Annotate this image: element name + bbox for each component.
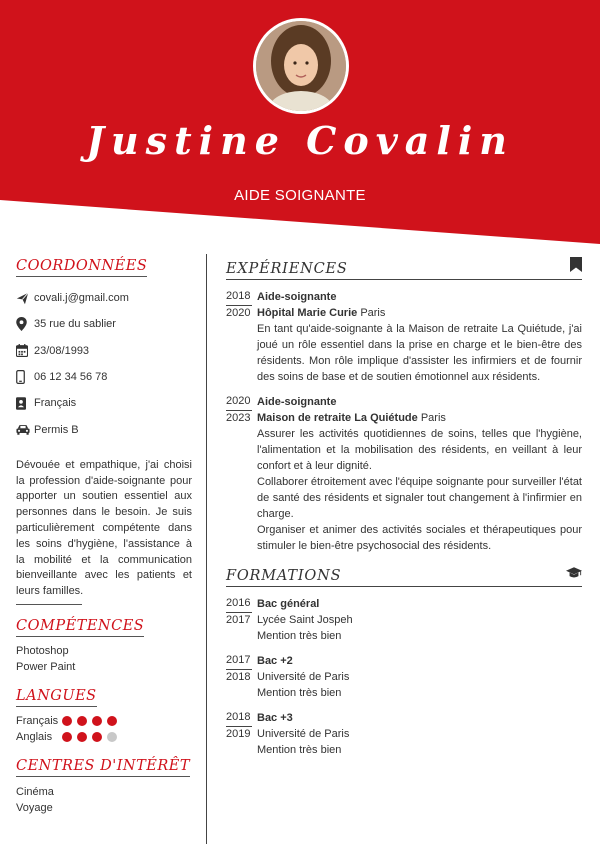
summary-divider [16, 604, 82, 605]
interests-heading: CENTRES D'INTÉRÊT [16, 758, 190, 777]
column-divider [206, 254, 207, 844]
education-body [257, 710, 582, 758]
degree-name: Bac général [257, 598, 320, 610]
education-heading: FORMATIONS [226, 568, 342, 584]
experience-body [257, 289, 582, 385]
contact-email[interactable] [16, 285, 192, 311]
contact-list [16, 285, 192, 443]
languages-heading: LANGUES [16, 688, 97, 707]
experience-entry [226, 289, 582, 385]
language-level-dot [62, 716, 72, 726]
job-role: Aide-soignante [257, 396, 337, 408]
experience-years [226, 289, 257, 385]
employer-name: Maison de retraite La Quiétude [257, 412, 418, 424]
start-year: 2018 [226, 710, 252, 727]
language-row [16, 713, 192, 729]
education-years [226, 710, 257, 758]
education-header [226, 566, 582, 587]
contact-license-text: Permis B [34, 423, 79, 436]
bookmark-icon [570, 257, 582, 277]
contact-address-text: 35 rue du sablier [34, 318, 116, 331]
language-name: Anglais [16, 730, 53, 743]
start-year: 2017 [226, 653, 252, 670]
employer-line [257, 305, 582, 321]
contact-phone[interactable] [16, 364, 192, 390]
employer-name: Hôpital Marie Curie [257, 307, 358, 319]
education-entry [226, 653, 582, 701]
experience-header [226, 257, 582, 280]
school-name: Université de Paris [257, 671, 350, 683]
language-level-dot [77, 732, 87, 742]
calendar-icon [16, 344, 34, 357]
end-year: 2019 [226, 727, 251, 740]
languages-list [16, 713, 192, 745]
skills-heading: COMPÉTENCES [16, 618, 144, 637]
job-description: Collaborer étroitement avec l'équipe soignante pour surveiller l'état de santé des résidents et signaler tout changement à l'infirmier en charge. [257, 476, 582, 520]
phone-icon [16, 370, 34, 384]
contact-address [16, 311, 192, 337]
interest-item: Cinéma [16, 785, 54, 798]
experience-entry [226, 394, 582, 554]
education-entry [226, 710, 582, 758]
skill-item: Photoshop [16, 644, 69, 657]
contact-phone-text: 06 12 34 56 78 [34, 371, 108, 384]
experience-body [257, 394, 582, 554]
language-level-dot [77, 716, 87, 726]
right-column [226, 257, 582, 758]
contact-nationality [16, 390, 192, 416]
skills-list [16, 643, 192, 675]
school-name: Lycée Saint Jospeh [257, 614, 353, 626]
end-year: 2020 [226, 306, 251, 319]
experience-years [226, 394, 257, 554]
end-year: 2017 [226, 613, 251, 626]
employer-line [257, 410, 582, 426]
education-body [257, 596, 582, 644]
language-level-dot [92, 732, 102, 742]
education-years [226, 653, 257, 701]
job-description: Assurer les activités quotidiennes de soins, telles que l'hygiène, l'alimentation et la mobilisation des résidents, en veillant à leur confort et à leur dignité. [257, 428, 582, 472]
language-level-dot [92, 716, 102, 726]
education-years [226, 596, 257, 644]
contact-nationality-text: Français [34, 397, 77, 410]
contact-license [16, 416, 192, 442]
candidate-name: Justine Covalin [86, 118, 514, 163]
interest-item: Voyage [16, 801, 53, 814]
job-title: AIDE SOIGNANTE [234, 187, 366, 204]
degree-note: Mention très bien [257, 630, 342, 642]
degree-name: Bac +2 [257, 655, 293, 667]
location-pin-icon [16, 317, 34, 331]
experience-list [226, 289, 582, 554]
experience-heading: EXPÉRIENCES [226, 261, 348, 277]
language-name: Français [16, 714, 59, 727]
education-list [226, 596, 582, 758]
left-column [16, 257, 192, 816]
language-level-dot [62, 732, 72, 742]
job-role: Aide-soignante [257, 291, 337, 303]
contact-email-text: covali.j@gmail.com [34, 292, 129, 305]
interests-list [16, 784, 192, 816]
car-icon [16, 424, 34, 435]
start-year: 2016 [226, 596, 252, 613]
start-year: 2018 [226, 289, 252, 306]
graduation-cap-icon [566, 566, 582, 584]
job-description: Organiser et animer des activités sociales et thérapeutiques pour stimuler le bien-être psychosocial des résidents. [257, 524, 582, 552]
contact-birthdate [16, 338, 192, 364]
profile-photo [256, 21, 346, 111]
degree-note: Mention très bien [257, 687, 342, 699]
profile-summary: Dévouée et empathique, j'ai choisi la profession d'aide-soignante pour apporter un soutien essentiel aux personnes dans le besoin. Je suis particulièrement compétente dans les soins d'hygiène, l'assistance à la mobilité et la communication bienveillante avec les patients et leurs familles. [16, 458, 192, 598]
start-year: 2020 [226, 394, 252, 411]
end-year: 2023 [226, 411, 251, 424]
profile-photo-frame [253, 18, 349, 114]
school-name: Université de Paris [257, 728, 350, 740]
contact-heading: COORDONNÉES [16, 258, 147, 277]
end-year: 2018 [226, 670, 251, 683]
id-badge-icon [16, 397, 34, 410]
send-icon [16, 292, 34, 305]
degree-note: Mention très bien [257, 744, 342, 756]
skill-item: Power Paint [16, 660, 76, 673]
job-description: En tant qu'aide-soignante à la Maison de retraite La Quiétude, j'ai joué un rôle essentiel dans la prise en charge et le bien-être des résidents. Mon rôle implique d'assister les infirmiers et de fournir des soins de base et de soutien émotionnel aux résidents. [257, 323, 582, 383]
contact-birthdate-text: 23/08/1993 [34, 344, 90, 357]
education-body [257, 653, 582, 701]
employer-city: Paris [360, 307, 386, 319]
education-entry [226, 596, 582, 644]
employer-city: Paris [420, 412, 446, 424]
language-level-dot [107, 732, 117, 742]
language-level-dot [107, 716, 117, 726]
degree-name: Bac +3 [257, 712, 293, 724]
language-row [16, 729, 192, 745]
